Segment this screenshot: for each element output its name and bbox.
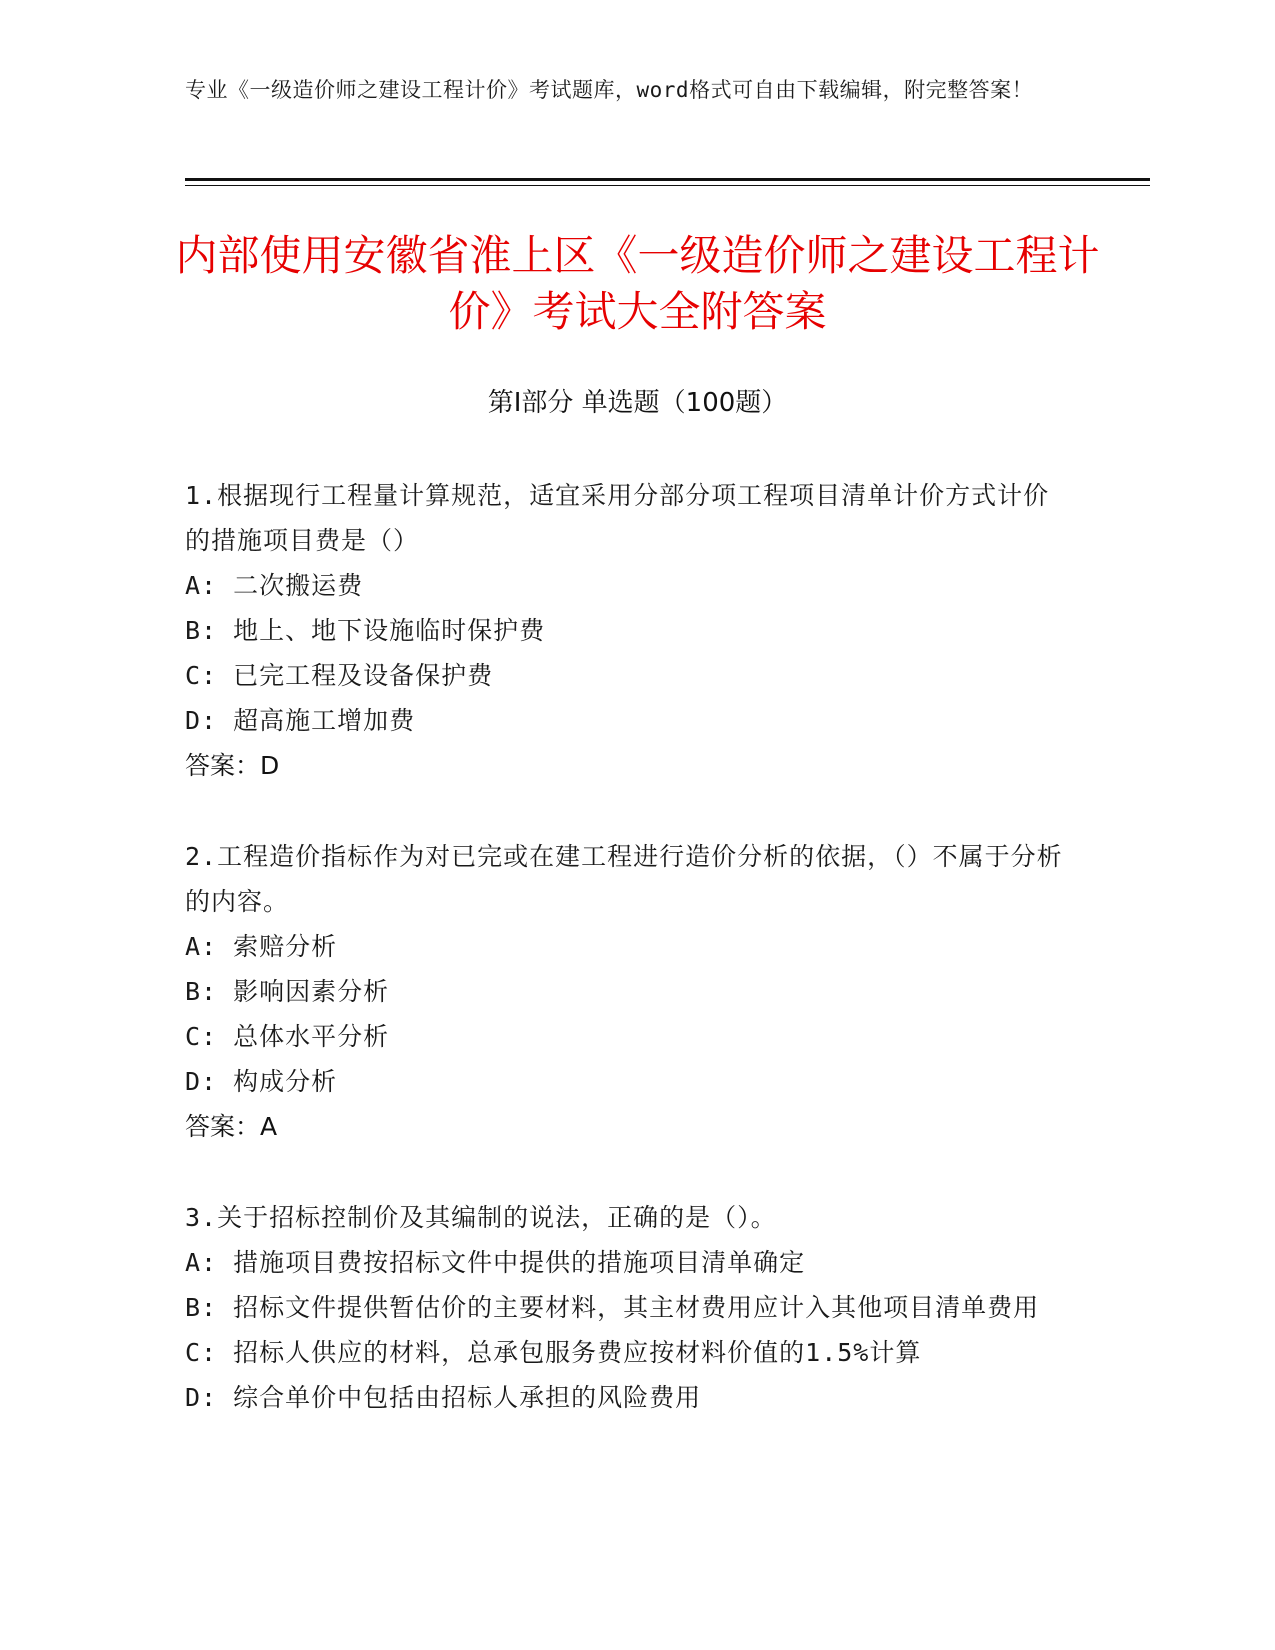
option-b: B: 影响因素分析 — [185, 977, 390, 1006]
option-d: D: 超高施工增加费 — [185, 706, 416, 735]
option-c: C: 招标人供应的材料，总承包服务费应按材料价值的1.5%计算 — [185, 1338, 922, 1367]
option-b: B: 招标文件提供暂估价的主要材料，其主材费用应计入其他项目清单费用 — [185, 1293, 1040, 1322]
option-d: D: 构成分析 — [185, 1067, 338, 1096]
header-note: 专业《一级造价师之建设工程计价》考试题库，word格式可自由下载编辑，附完整答案！ — [185, 78, 1034, 102]
option-c: C: 已完工程及设备保护费 — [185, 661, 494, 690]
document-title: 内部使用安徽省淮上区《一级造价师之建设工程计价》考试大全附答案 — [175, 231, 1100, 336]
answer: 答案：A — [185, 1112, 278, 1141]
header-divider-thin — [185, 185, 1150, 186]
option-a: A: 措施项目费按招标文件中提供的措施项目清单确定 — [185, 1248, 806, 1277]
question-text: 1.根据现行工程量计算规范，适宜采用分部分项工程项目清单计价方式计价的措施项目费是（） — [185, 481, 1050, 555]
option-a: A: 索赔分析 — [185, 932, 338, 961]
question-text: 3.关于招标控制价及其编制的说法，正确的是（）。 — [185, 1203, 777, 1232]
option-c: C: 总体水平分析 — [185, 1022, 390, 1051]
option-a: A: 二次搬运费 — [185, 571, 364, 600]
section-heading: 第Ⅰ部分 单选题（100题） — [487, 388, 788, 418]
option-d: D: 综合单价中包括由招标人承担的风险费用 — [185, 1383, 702, 1412]
question-list — [185, 473, 1075, 1466]
answer: 答案：D — [185, 751, 280, 780]
question-2 — [185, 834, 1075, 1149]
question-text: 2.工程造价指标作为对已完或在建工程进行造价分析的依据，（）不属于分析的内容。 — [185, 842, 1063, 916]
question-1 — [185, 473, 1075, 788]
option-b: B: 地上、地下设施临时保护费 — [185, 616, 546, 645]
header-divider-thick — [185, 178, 1150, 181]
question-3 — [185, 1195, 1075, 1420]
